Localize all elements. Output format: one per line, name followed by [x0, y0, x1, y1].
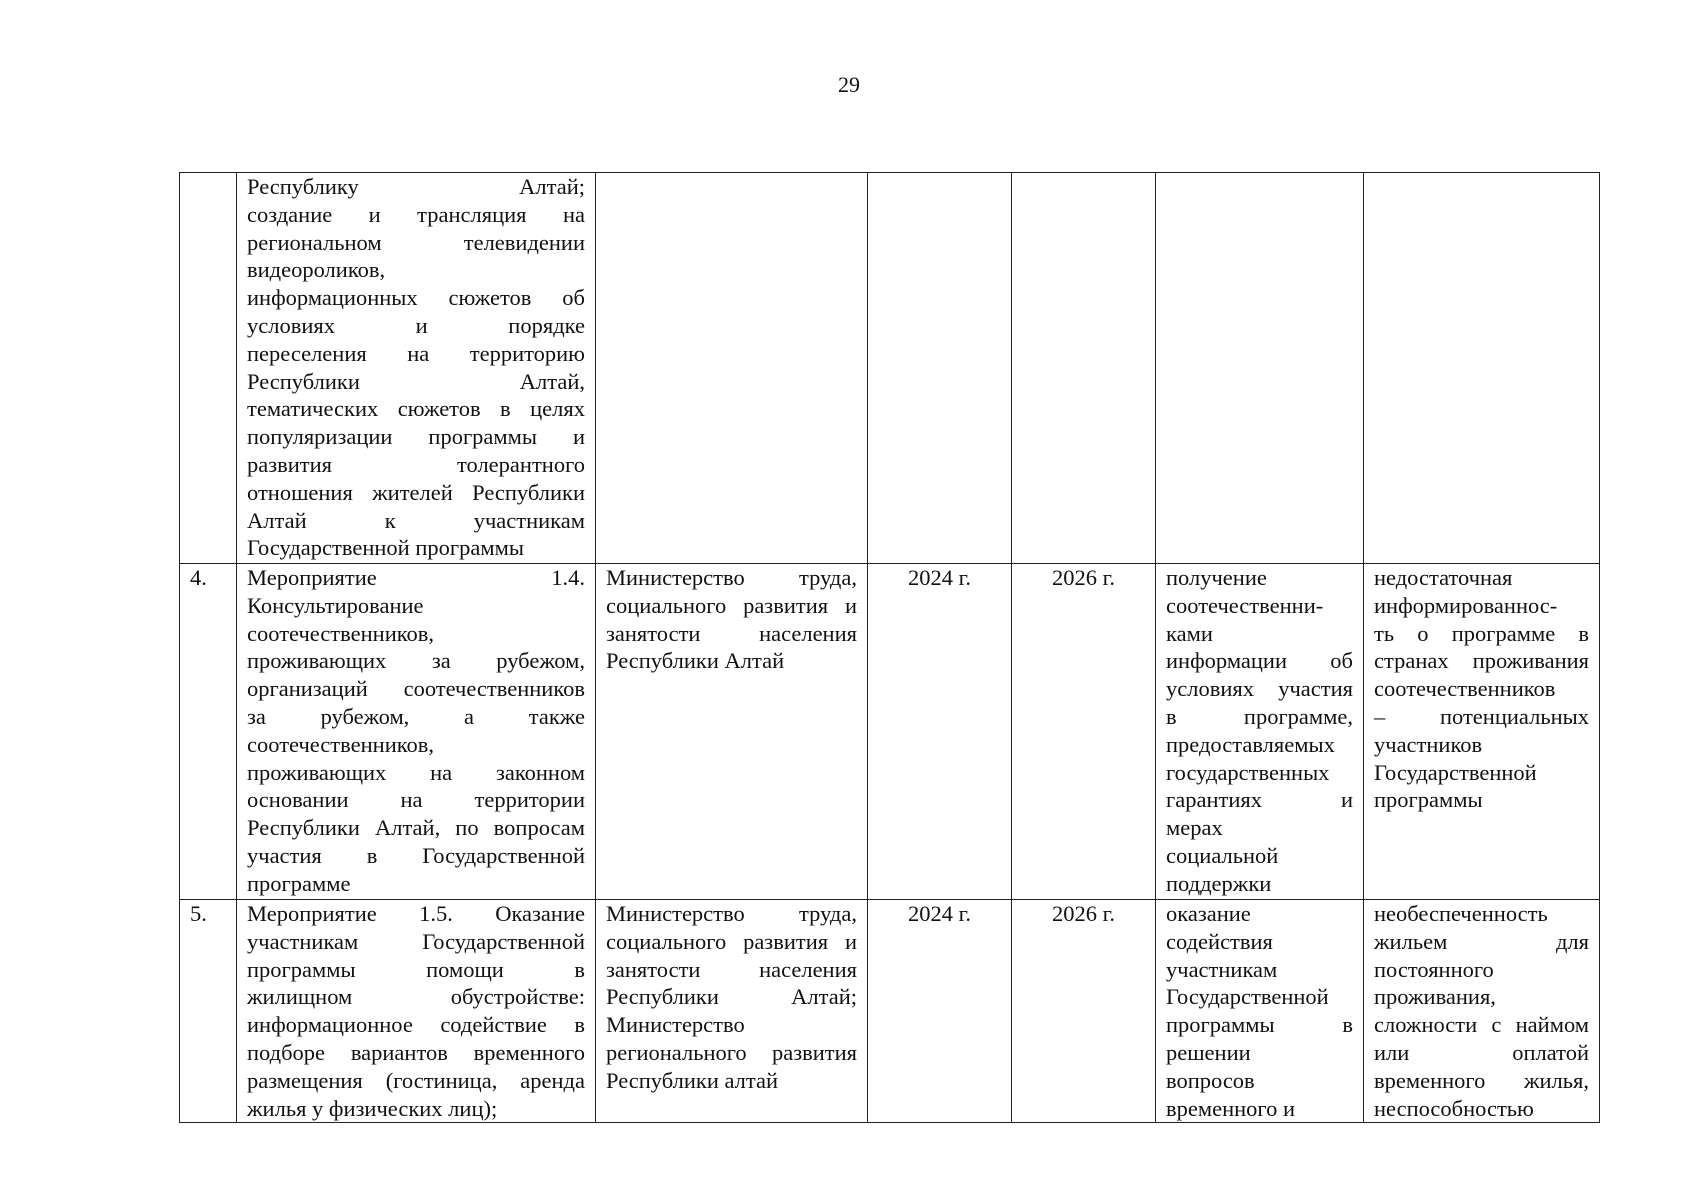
cell-line: Мероприятие 1.5. Оказание — [247, 901, 585, 926]
cell-line: информационное содействие в — [247, 1012, 585, 1038]
consequences-cell — [1364, 564, 1600, 900]
cell-line: странах проживания — [1374, 648, 1589, 674]
expected-result-cell — [1156, 900, 1364, 1123]
cell-line: соотечественников — [1374, 676, 1556, 702]
cell-line: участникам — [1166, 956, 1278, 982]
cell-line: Министерство труда, — [606, 565, 857, 590]
executor-cell — [596, 173, 868, 564]
cell-line: программы помощи в — [247, 956, 585, 982]
cell-line: переселения на территорию — [247, 340, 585, 366]
cell-line: информационных сюжетов об — [247, 285, 585, 311]
end-year-cell: 2026 г. — [1012, 564, 1156, 900]
cell-line: Министерство труда, — [606, 901, 857, 926]
cell-line: ками — [1166, 620, 1213, 646]
row-number-cell: 5. — [180, 900, 237, 1123]
cell-line: за рубежом, а также — [247, 703, 585, 729]
cell-line: ть о программе в — [1374, 620, 1589, 646]
start-year-cell: 2024 г. — [868, 564, 1012, 900]
cell-line: условиях участия — [1166, 676, 1353, 702]
cell-line: проживания, — [1374, 984, 1496, 1010]
cell-line: соотечественников, — [247, 731, 435, 757]
cell-line: организаций соотечественников — [247, 676, 585, 702]
cell-line: решении — [1166, 1039, 1251, 1065]
cell-line: оказание — [1166, 901, 1251, 926]
cell-line: развития толерантного — [247, 451, 585, 477]
cell-line: государственных — [1166, 759, 1330, 785]
cell-line: постоянного — [1374, 956, 1494, 982]
cell-line: информированнос- — [1374, 592, 1558, 618]
activity-cell — [237, 173, 596, 564]
cell-line: отношения жителей Республики — [247, 479, 585, 505]
cell-line: создание и трансляция на — [247, 201, 585, 227]
cell-line: временного жилья, — [1374, 1067, 1589, 1093]
cell-line: поддержки — [1166, 870, 1272, 896]
table-row — [180, 564, 1600, 900]
consequences-cell — [1364, 173, 1600, 564]
cell-line: участникам Государственной — [247, 928, 585, 954]
cell-line: программы — [1374, 787, 1483, 813]
cell-line: гарантиях и — [1166, 787, 1353, 813]
cell-line: программе — [247, 870, 351, 896]
cell-line: Министерство — [606, 1012, 745, 1038]
expected-result-cell — [1156, 564, 1364, 900]
cell-line: временного и — [1166, 1095, 1296, 1121]
cell-line: подборе вариантов временного — [247, 1039, 585, 1065]
consequences-cell — [1364, 900, 1600, 1123]
cell-line: Республики Алтай, — [247, 368, 585, 394]
expected-result-cell — [1156, 173, 1364, 564]
cell-line: предоставляемых — [1166, 731, 1335, 757]
row-number-cell — [180, 173, 237, 564]
cell-line: информации об — [1166, 648, 1353, 674]
end-year-cell — [1012, 173, 1156, 564]
cell-line: проживающих на законном — [247, 759, 585, 785]
cell-line: участия в Государственной — [247, 842, 585, 868]
start-year-cell: 2024 г. — [868, 900, 1012, 1123]
cell-line: Консультирование — [247, 592, 424, 618]
cell-line: Республики Алтай; — [606, 984, 857, 1010]
executor-cell — [596, 564, 868, 900]
cell-line: Алтай к участникам — [247, 507, 585, 533]
cell-line: Республику Алтай; — [247, 174, 585, 199]
end-year-cell: 2026 г. — [1012, 900, 1156, 1123]
cell-line: мерах — [1166, 815, 1223, 841]
cell-line: – потенциальных — [1374, 703, 1589, 729]
cell-line: тематических сюжетов в целях — [247, 396, 585, 422]
cell-line: программы в — [1166, 1012, 1353, 1038]
cell-line: видеороликов, — [247, 257, 386, 283]
cell-line: Государственной — [1166, 984, 1329, 1010]
cell-line: вопросов — [1166, 1067, 1255, 1093]
cell-line: в программе, — [1166, 703, 1353, 729]
cell-line: или оплатой — [1374, 1039, 1589, 1065]
cell-line: условиях и порядке — [247, 312, 585, 338]
cell-line: жилья у физических лиц); — [247, 1095, 498, 1121]
table-row — [180, 900, 1600, 1123]
program-activities-table — [179, 172, 1600, 1123]
cell-line: неспособностью — [1374, 1095, 1534, 1121]
cell-line: проживающих за рубежом, — [247, 648, 585, 674]
cell-line: сложности с наймом — [1374, 1012, 1589, 1038]
activity-cell — [237, 564, 596, 900]
cell-line: Государственной — [1374, 759, 1537, 785]
cell-line: содействия — [1166, 928, 1273, 954]
cell-line: социального развития и — [606, 592, 857, 618]
cell-line: получение — [1166, 565, 1267, 590]
cell-line: Государственной программы — [247, 535, 524, 561]
executor-cell — [596, 900, 868, 1123]
page-number: 29 — [838, 72, 860, 97]
row-number-cell: 4. — [180, 564, 237, 900]
cell-line: жилищном обустройстве: — [247, 984, 585, 1010]
cell-line: социального развития и — [606, 928, 857, 954]
cell-line: регионального развития — [606, 1039, 857, 1065]
cell-line: основании на территории — [247, 787, 585, 813]
cell-line: участников — [1374, 731, 1483, 757]
cell-line: размещения (гостиница, аренда — [247, 1067, 585, 1093]
cell-line: недостаточная — [1374, 565, 1513, 590]
cell-line: занятости населения — [606, 956, 857, 982]
table-row — [180, 173, 1600, 564]
cell-line: Мероприятие 1.4. — [247, 565, 585, 590]
activity-cell — [237, 900, 596, 1123]
cell-line: Республики алтай — [606, 1067, 779, 1093]
cell-line: Республики Алтай — [606, 648, 785, 674]
cell-line: необеспеченность — [1374, 901, 1548, 926]
cell-line: соотечественников, — [247, 620, 435, 646]
cell-line: занятости населения — [606, 620, 857, 646]
cell-line: жильем для — [1374, 928, 1589, 954]
cell-line: социальной — [1166, 842, 1279, 868]
cell-line: Республики Алтай, по вопросам — [247, 815, 585, 841]
cell-line: региональном телевидении — [247, 229, 585, 255]
start-year-cell — [868, 173, 1012, 564]
cell-line: соотечественни- — [1166, 592, 1324, 618]
cell-line: популяризации программы и — [247, 424, 585, 450]
